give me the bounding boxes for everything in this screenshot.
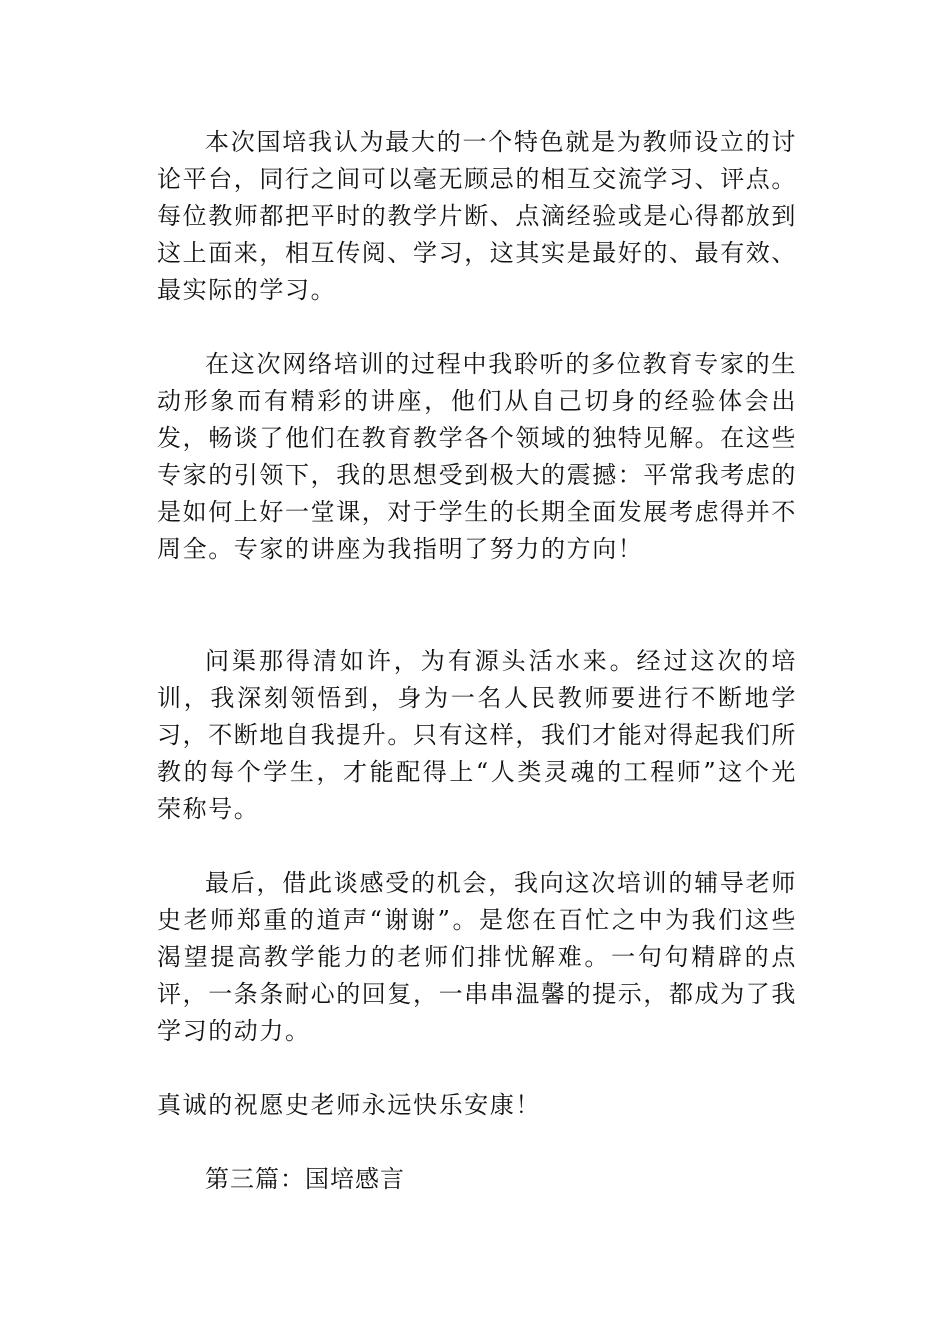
- paragraph-thanks: 最后，借此谈感受的机会，我向这次培训的辅导老师史老师郑重的道声“谢谢”。是您在百忙之中为我们这些渴望提高教学能力的老师们排忧解难。一句句精辟的点评，一条条耐心的回复，一串串温馨的提示，都成为了我学习的动力。: [157, 869, 797, 1045]
- paragraph-continuous-learning: 问渠那得清如许，为有源头活水来。经过这次的培训，我深刻领悟到，身为一名人民教师要进行不断地学习，不断地自我提升。只有这样，我们才能对得起我们所教的每个学生，才能配得上“人类灵魂的工程师”这个光荣称号。: [157, 647, 797, 823]
- paragraph-expert-lectures: 在这次网络培训的过程中我聆听的多位教育专家的生动形象而有精彩的讲座，他们从自己切身的经验体会出发，畅谈了他们在教育教学各个领域的独特见解。在这些专家的引领下，我的思想受到极大的震撼：平常我考虑的是如何上好一堂课，对于学生的长期全面发展考虑得并不周全。专家的讲座为我指明了努力的方向！: [157, 350, 797, 563]
- closing-wish: 真诚的祝愿史老师永远快乐安康！: [157, 1091, 541, 1119]
- section-heading: 第三篇：国培感言: [205, 1165, 405, 1193]
- paragraph-discussion-platform: 本次国培我认为最大的一个特色就是为教师设立的讨论平台，同行之间可以毫无顾忌的相互交流学习、评点。每位教师都把平时的教学片断、点滴经验或是心得都放到这上面来，相互传阅、学习，这其实是最好的、最有效、最实际的学习。: [157, 128, 797, 304]
